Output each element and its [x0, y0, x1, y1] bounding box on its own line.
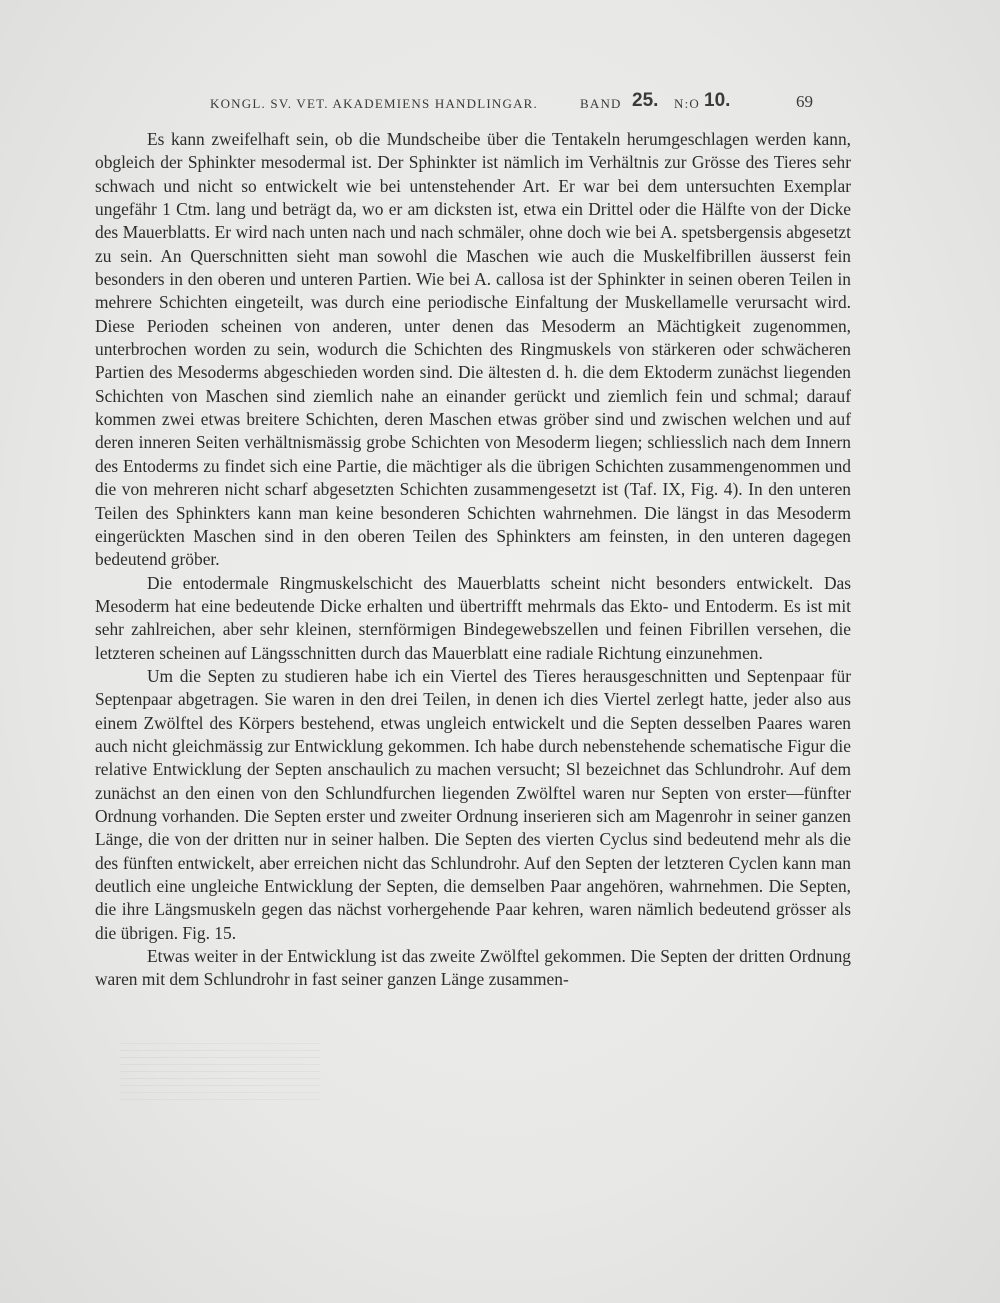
paragraph-ringmuskelschicht: Die entodermale Ringmuskelschicht des Mauerblatts scheint nicht besonders entwickelt. Das Mesoderm hat eine bedeutende Dicke erhalten und übertrifft mehrmals das Ekto- und Entoderm. Es ist mit sehr zahlreichen, aber sehr kleinen, sternförmigen Bindegewebszellen und feinen Fibrillen versehen, die letzteren scheinen auf Längsschnitten durch das Mauerblatt eine radiale Richtung einzunehmen.: [95, 572, 851, 663]
journal-title: KONGL. SV. VET. AKADEMIENS HANDLINGAR.: [210, 96, 538, 111]
paragraph-septen: Um die Septen zu studieren habe ich ein Viertel des Tieres herausgeschnitten und Septenpaar für Septenpaar abgetragen. Sie waren in den drei Teilen, in denen ich dies Viertel zerlegt hatte, jeder also aus einem Zwölftel des Körpers bestehend, etwas ungleich entwickelt und die Septen desselben Paares waren auch nicht gleichmässig zur Entwicklung gekommen. Ich habe durch nebenstehende schematische Figur die relative Entwicklung der Septen anschaulich zu machen versucht; Sl bezeichnet das Schlundrohr. Auf dem zunächst an den einen von den Schlundfurchen liegenden Zwölftel waren nur Septen von erster—fünfter Ordnung vorhanden. Die Septen erster und zweiter Ordnung inserieren sich am Magenrohr in seiner ganzen Länge, die von der dritten nur in seiner halben. Die Septen des vierten Cyclus sind bedeutend mehr als die des fünften entwickelt, aber erreichen nicht das Schlundrohr. Auf den Septen der letzteren Cyclen kann man deutlich eine ungleiche Entwicklung der Septen, die demselben Paar angehören, wahrnehmen. Die Septen, die ihre Längsmuskeln gegen das nächst vorhergehende Paar kehren, waren nämlich bedeutend grösser als die übrigen. Fig. 15.: [95, 665, 851, 943]
issue-number: 10.: [704, 90, 731, 111]
show-through-bleed: [120, 1040, 320, 1100]
band-label: BAND: [580, 96, 622, 111]
running-header: [210, 90, 822, 115]
page-number: 69: [796, 92, 813, 111]
body-text: [95, 128, 851, 992]
paragraph-sphinkter: Es kann zweifelhaft sein, ob die Mundscheibe über die Tentakeln herumgeschlagen werden kann, obgleich der Sphinkter mesodermal ist. Der Sphinkter ist nämlich im Verhältnis zur Grösse des Tieres sehr schwach und nicht so entwickelt wie bei untenstehender Art. Er war bei dem untersuchten Exemplar ungefähr 1 Ctm. lang und beträgt da, wo er am dicksten ist, etwa ein Drittel oder die Hälfte von der Dicke des Mauerblatts. Er wird nach unten nach und nach schmäler, ohne doch wie bei A. spetsbergensis abgesetzt zu sein. An Querschnitten sieht man sowohl die Maschen wie auch die Muskelfibrillen äusserst fein besonders in den oberen und unteren Partien. Wie bei A. callosa ist der Sphinkter in seinen oberen Teilen in mehrere Schichten eingeteilt, was durch eine periodische Einfaltung der Muskellamelle verursacht wird. Diese Perioden scheinen von anderen, unter denen das Mesoderm an Mächtigkeit zugenommen, unterbrochen worden zu sein, wodurch die Schichten des Ringmuskels von stärkeren oder schwächeren Partien des Mesoderms abgeschieden worden sind. Die ältesten d. h. die dem Ektoderm zunächst liegenden Schichten von Maschen sind ziemlich nahe an einander gerückt und ziemlich fein und schmal; darauf kommen zwei etwas breitere Schichten, deren Maschen etwas gröber sind und zwischen welchen und auf deren inneren Seiten verhältnismässig grobe Schichten von Mesoderm liegen; schliesslich nach dem Innern des Entoderms zu findet sich eine Partie, die mächtiger als die übrigen Schichten zusammengenommen und die von mehreren nicht scharf abgesetzten Schichten zusammengesetzt ist (Taf. IX, Fig. 4). In den unteren Teilen des Sphinkters kann man keine besonderen Schichten wahrnehmen. Die längst in das Mesoderm eingerückten Maschen sind in den oberen Teilen des Sphinkters am feinsten, in den unteren dagegen bedeutend gröber.: [95, 129, 851, 570]
paragraph-zweites-zwoelftel: Etwas weiter in der Entwicklung ist das zweite Zwölftel gekommen. Die Septen der dritten Ordnung waren mit dem Schlundrohr in fast seiner ganzen Länge zusammen-: [95, 946, 851, 990]
number-label: N:O: [674, 96, 700, 111]
band-number: 25.: [632, 90, 659, 111]
